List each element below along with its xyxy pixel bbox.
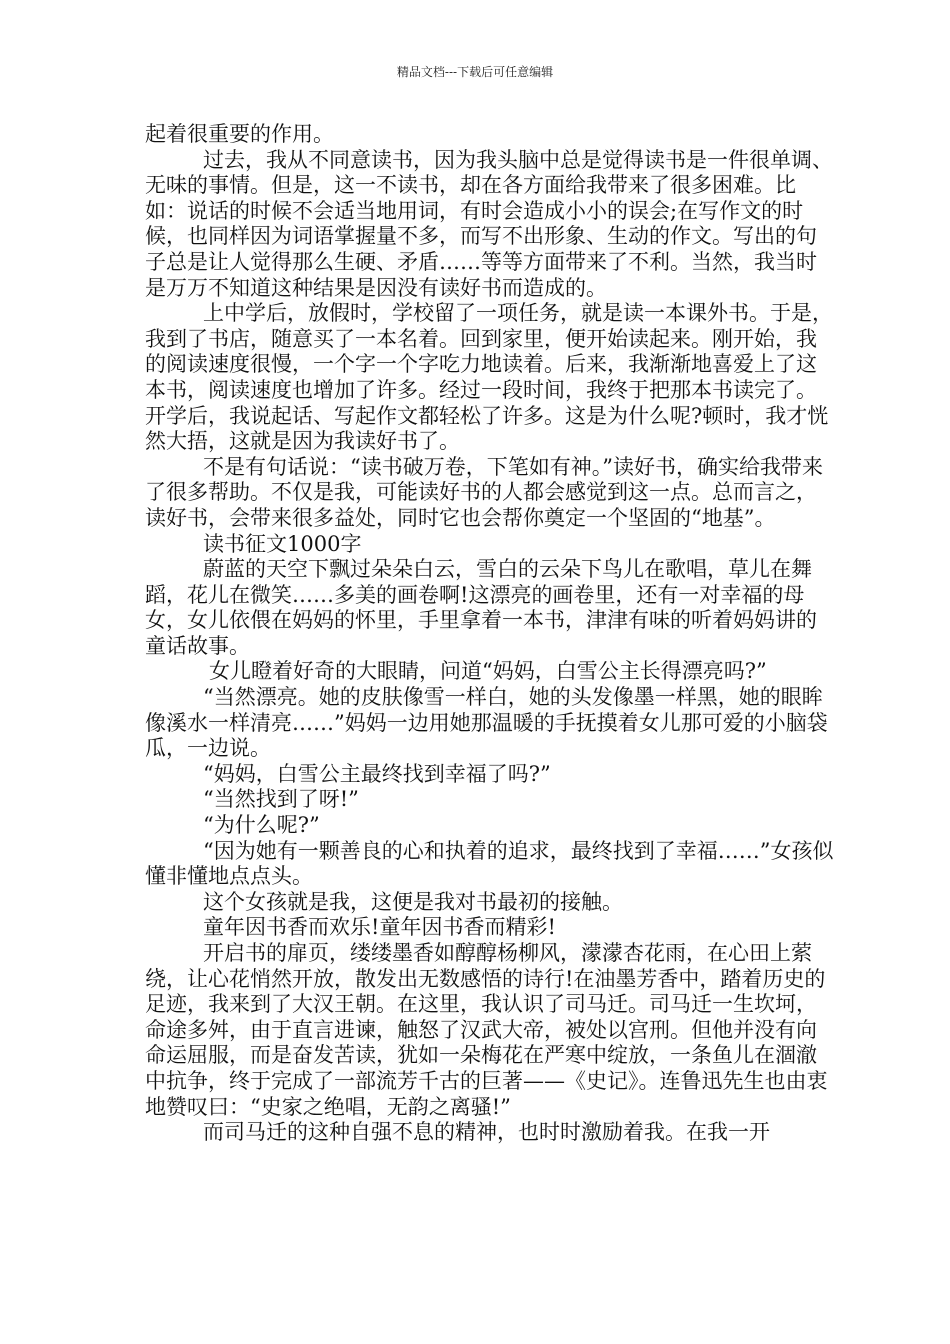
paragraph: “当然找到了呀!” — [203, 787, 359, 812]
paragraph: 起着很重要的作用。 — [145, 122, 334, 146]
paragraph: “为什么呢?” — [203, 813, 320, 838]
paragraph: 上中学后，放假时，学校留了一项任务，就是读一本课外书。于是，我到了书店，随意买了一本名着。回到家里，便开始读起来。刚开始，我的阅读速度很慢，一个字一个字吃力地读着。后来，我渐渐地喜爱上了这本书，阅读速度也增加了许多。经过一段时间，我终于把那本书读完了。开学后，我说起话、写起作文都轻松了许多。这是为什么呢?顿时，我才恍然大捂，这就是因为我读好书了。 — [145, 301, 833, 454]
paragraph: 而司马迁的这种自强不息的精神，也时时激励着我。在我一开 — [203, 1120, 770, 1145]
paragraph: 蔚蓝的天空下飘过朵朵白云，雪白的云朵下鸟儿在歌唱，草儿在舞蹈，花儿在微笑……多美的画卷啊!这漂亮的画卷里，还有一对幸福的母女，女儿依偎在妈妈的怀里，手里拿着一本书，津津有味的听着妈妈讲的童话故事。 — [145, 557, 817, 658]
section-heading: 读书征文1000字 — [203, 531, 362, 556]
paragraph: 过去，我从不同意读书，因为我头脑中总是觉得读书是一件很单调、无味的事情。但是，这一不读书，却在各方面给我带来了很多困难。比如：说话的时候不会适当地用词，有时会造成小小的误会;在写作文的时候，也同样因为词语掌握量不多，而写不出形象、生动的作文。写出的句子总是让人觉得那么生硬、矛盾……等等方面带来了不利。当然，我当时是万万不知道这种结果是因没有读好书而造成的。 — [145, 147, 833, 300]
paragraph: “当然漂亮。她的皮肤像雪一样白，她的头发像墨一样黑，她的眼眸像溪水一样清亮……”妈妈一边用她那温暖的手抚摸着女儿那可爱的小脑袋瓜，一边说。 — [145, 685, 828, 761]
paragraph: 开启书的扉页，缕缕墨香如醇醇杨柳风，濛濛杏花雨，在心田上萦绕，让心花悄然开放，散发出无数感悟的诗行!在油墨芳香中，踏着历史的足迹，我来到了大汉王朝。在这里，我认识了司马迁。司马迁一生坎坷，命途多舛，由于直言进谏，触怒了汉武大帝，被处以宫刑。但他并没有向命运屈服，而是奋发苦读，犹如一朵梅花在严寒中绽放，一条鱼儿在涸澈中抗争，终于完成了一部流芳千古的巨著——《史记》。连鲁迅先生也由衷地赞叹曰：“史家之绝唱，无韵之离骚!” — [145, 941, 828, 1119]
paragraph: 不是有句话说：“读书破万卷，下笔如有神。”读好书，确实给我带来了很多帮助。不仅是我，可能读好书的人都会感觉到这一点。总而言之，读好书，会带来很多益处，同时它也会帮你奠定一个坚固的“地基”。 — [145, 454, 823, 530]
page-header: 精品文档---下载后可任意编辑 — [396, 65, 554, 79]
paragraph: “妈妈，白雪公主最终找到幸福了吗?” — [203, 761, 551, 786]
paragraph: 童年因书香而欢乐!童年因书香而精彩! — [203, 915, 556, 940]
paragraph: “因为她有一颗善良的心和执着的追求，最终找到了幸福……”女孩似懂非懂地点点头。 — [145, 838, 834, 889]
article-body — [145, 122, 835, 1146]
paragraph: 这个女孩就是我，这便是我对书最初的接触。 — [203, 889, 623, 914]
paragraph: 女儿瞪着好奇的大眼睛，问道“妈妈，白雪公主长得漂亮吗?” — [209, 659, 767, 684]
